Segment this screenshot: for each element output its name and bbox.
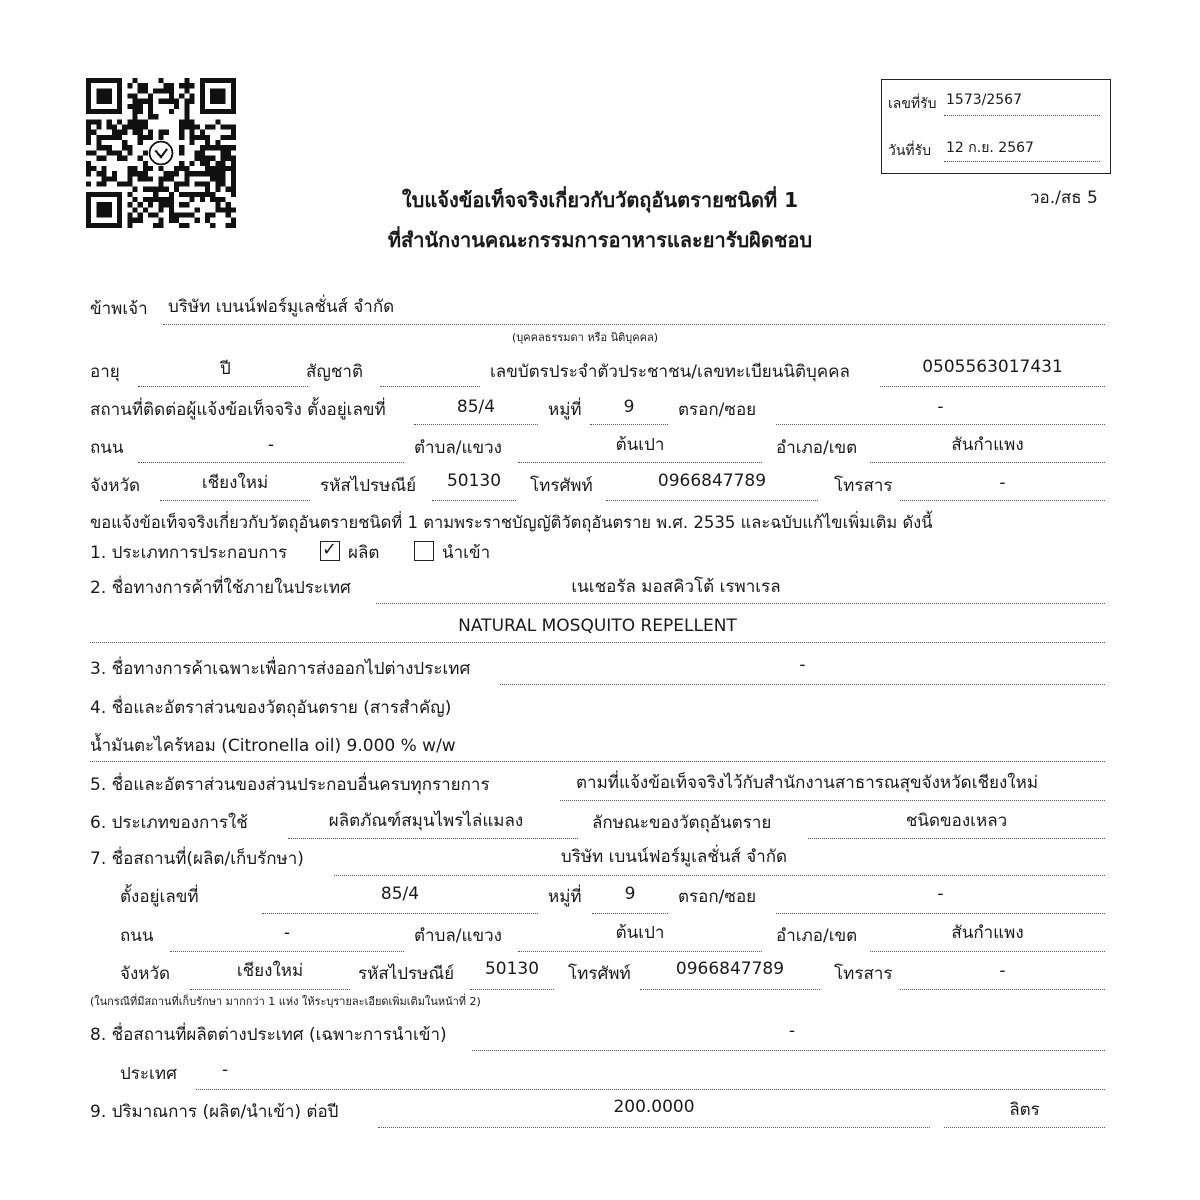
item1-label: 1. ประเภทการประกอบการ: [90, 543, 288, 563]
age-label: อายุ: [90, 362, 120, 382]
contact-tambon-value: ต้นเปา: [615, 435, 665, 455]
item8-country-value: -: [222, 1060, 229, 1080]
contact-soi-value: -: [937, 397, 944, 417]
item5-value: ตามที่แจ้งข้อเท็จจริงไว้กับสำนักงานสาธารณสุขจังหวัดเชียงใหม่: [576, 773, 1039, 793]
item7-tambon-value: ต้นเปา: [615, 923, 665, 943]
contact-amphoe-label: อำเภอ/เขต: [776, 438, 858, 458]
item4-value: น้ำมันตะไคร้หอม (Citronella oil) 9.000 % w/w: [90, 736, 456, 756]
item6-label: 6. ประเภทของการใช้: [90, 813, 248, 833]
item9-label: 9. ปริมาณการ (ผลิต/นำเข้า) ต่อปี: [90, 1102, 339, 1122]
item6-nature-value: ชนิดของเหลว: [905, 811, 1008, 831]
item7-amphoe-label: อำเภอ/เขต: [776, 926, 858, 946]
applicant-value: บริษัท เบนน์ฟอร์มูเลชั่นส์ จำกัด: [168, 297, 395, 317]
id-value: 0505563017431: [922, 357, 1063, 377]
item7-soi-value: -: [937, 884, 944, 904]
item8-value: -: [788, 1021, 796, 1041]
item7-address-label: ตั้งอยู่เลขที่: [120, 887, 199, 907]
item7-phone-value: 0966847789: [675, 959, 785, 979]
contact-province-value: เชียงใหม่: [201, 473, 269, 493]
item7-postal-label: รหัสไปรษณีย์: [358, 964, 455, 984]
item3-label: 3. ชื่อทางการค้าเฉพาะเพื่อการส่งออกไปต่างประเทศ: [90, 659, 471, 679]
contact-road-value: -: [267, 435, 275, 455]
item3-value: -: [799, 655, 806, 675]
contact-soi-label: ตรอก/ซอย: [678, 400, 757, 420]
item7-province-label: จังหวัด: [120, 964, 171, 984]
contact-postal-value: 50130: [446, 471, 502, 491]
year-label: ปี: [220, 359, 231, 379]
applicant-note: (บุคคลธรรมดา หรือ นิติบุคคล): [512, 331, 658, 344]
contact-phone-value: 0966847789: [657, 471, 767, 491]
item7-label: 7. ชื่อสถานที่(ผลิต/เก็บรักษา): [90, 849, 304, 869]
applicant-label: ข้าพเจ้า: [90, 299, 148, 319]
item9-value: 200.0000: [613, 1097, 695, 1117]
contact-moo-value: 9: [623, 397, 635, 417]
receipt-no-label: เลขที่รับ: [888, 96, 937, 112]
contact-amphoe-value: สันกำแพง: [951, 435, 1024, 455]
receipt-date-label: วันที่รับ: [888, 143, 932, 159]
contact-fax-label: โทรสาร: [834, 476, 893, 496]
item7-postal-value: 50130: [484, 959, 540, 979]
form-code: วอ./สธ 5: [1030, 188, 1098, 208]
item8-country-label: ประเทศ: [120, 1064, 177, 1084]
page-title: ใบแจ้งข้อเท็จจริงเกี่ยวกับวัตถุอันตรายชนิดที่ 1: [401, 188, 799, 212]
produce-checkbox[interactable]: [320, 541, 340, 561]
import-checkbox[interactable]: [414, 541, 434, 561]
contact-moo-label: หมู่ที่: [548, 400, 582, 420]
item7-road-value: -: [283, 923, 291, 943]
contact-tambon-label: ตำบล/แขวง: [414, 438, 502, 458]
item8-label: 8. ชื่อสถานที่ผลิตต่างประเทศ (เฉพาะการนำเข้า): [90, 1025, 447, 1045]
item7-moo-label: หมู่ที่: [548, 887, 582, 907]
check-mark-icon: ✓: [322, 539, 338, 560]
item7-value: บริษัท เบนน์ฟอร์มูเลชั่นส์ จำกัด: [560, 847, 788, 867]
nationality-label: สัญชาติ: [306, 362, 363, 382]
item7-road-label: ถนน: [120, 926, 154, 946]
contact-address-value: 85/4: [456, 397, 496, 417]
contact-address-label: สถานที่ติดต่อผู้แจ้งข้อเท็จจริง ตั้งอยู่เลขที่: [90, 400, 386, 420]
contact-fax-value: -: [999, 473, 1006, 493]
import-option-label: นำเข้า: [442, 543, 491, 563]
item7-fax-label: โทรสาร: [834, 964, 893, 984]
item7-address-value: 85/4: [380, 884, 420, 904]
item2-value-en: NATURAL MOSQUITO REPELLENT: [458, 616, 737, 636]
contact-road-label: ถนน: [90, 438, 124, 458]
item7-soi-label: ตรอก/ซอย: [678, 887, 757, 907]
item6-nature-label: ลักษณะของวัตถุอันตราย: [592, 813, 772, 833]
receipt-date-value: 12 ก.ย. 2567: [946, 140, 1034, 156]
contact-phone-label: โทรศัพท์: [530, 476, 593, 496]
item7-fax-value: -: [999, 961, 1006, 981]
declaration-text: ขอแจ้งข้อเท็จจริงเกี่ยวกับวัตถุอันตรายชนิดที่ 1 ตามพระราชบัญญัติวัตถุอันตราย พ.ศ. 2535 และฉบับแก้ไขเพิ่มเติม ดังนี้: [90, 513, 933, 532]
receipt-no-value: 1573/2567: [946, 92, 1022, 108]
item9-unit: ลิตร: [1009, 1100, 1040, 1120]
item5-label: 5. ชื่อและอัตราส่วนของส่วนประกอบอื่นครบทุกรายการ: [90, 775, 490, 795]
item4-label: 4. ชื่อและอัตราส่วนของวัตถุอันตราย (สารสำคัญ): [90, 698, 452, 718]
item7-phone-label: โทรศัพท์: [568, 964, 631, 984]
id-label: เลขบัตรประจำตัวประชาชน/เลขทะเบียนนิติบุคคล: [490, 362, 850, 382]
item7-moo-value: 9: [624, 884, 636, 904]
contact-postal-label: รหัสไปรษณีย์: [320, 476, 417, 496]
item6-value: ผลิตภัณฑ์สมุนไพรไล่แมลง: [328, 811, 524, 831]
item7-province-value: เชียงใหม่: [236, 961, 304, 981]
page-subtitle: ที่สำนักงานคณะกรรมการอาหารและยารับผิดชอบ: [387, 228, 813, 252]
item2-label: 2. ชื่อทางการค้าที่ใช้ภายในประเทศ: [90, 578, 351, 598]
item7-note: (ในกรณีที่มีสถานที่เก็บรักษา มากกว่า 1 แห่ง ให้ระบุรายละเอียดเพิ่มเติมในหน้าที่ 2): [90, 995, 481, 1008]
contact-province-label: จังหวัด: [90, 476, 141, 496]
item7-amphoe-value: สันกำแพง: [951, 923, 1024, 943]
produce-option-label: ผลิต: [348, 543, 380, 563]
item2-value-th: เนเชอรัล มอสคิวโต้ เรพาเรล: [571, 577, 781, 597]
item7-tambon-label: ตำบล/แขวง: [414, 926, 502, 946]
